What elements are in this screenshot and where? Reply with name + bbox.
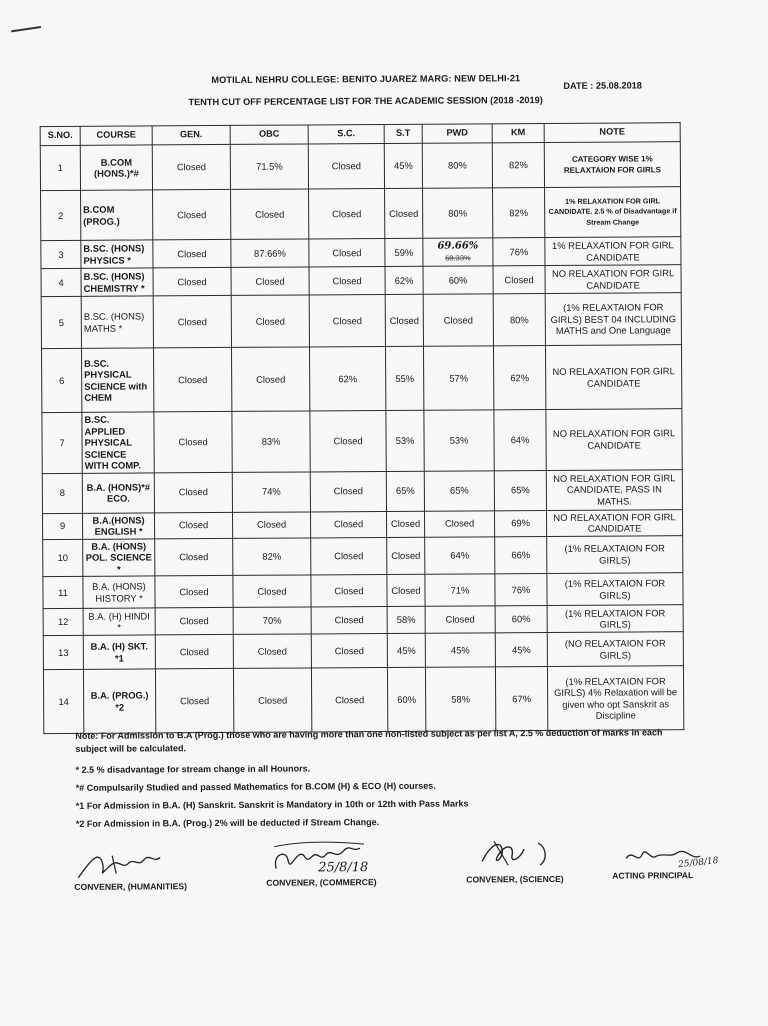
cell-obc: 74%	[232, 471, 310, 511]
cell-km: 76%	[495, 574, 547, 606]
college-heading: MOTILAL NEHRU COLLEGE: BENITO JUAREZ MARG: NEW DELHI-21	[211, 73, 521, 86]
cell-sc: Closed	[309, 238, 385, 266]
cell-sc: Closed	[311, 574, 387, 606]
table-row	[40, 142, 680, 191]
cell-gen: Closed	[153, 347, 231, 411]
table-row	[41, 237, 681, 269]
cell-obc: 82%	[233, 537, 311, 575]
cell-gen: Closed	[155, 575, 233, 607]
cell-obc: Closed	[233, 575, 311, 607]
cell-sc: Closed	[311, 537, 387, 575]
cell-st: 45%	[384, 143, 422, 188]
cell-gen: Closed	[153, 295, 231, 347]
cell-gen: Closed	[152, 144, 230, 189]
cell-st: Closed	[386, 511, 424, 537]
cell-km: 45%	[495, 633, 547, 667]
cell-course: B.SC. (HONS) MATHS *	[81, 296, 153, 348]
cell-gen: Closed	[155, 668, 233, 732]
principal-signature-date: 25/08/18	[677, 855, 720, 871]
cell-sno: 4	[41, 268, 81, 296]
cell-gen: Closed	[155, 634, 233, 668]
cell-obc: 70%	[233, 607, 311, 634]
col-course: COURSE	[80, 126, 152, 145]
cell-sno: 13	[43, 635, 83, 669]
humanities-signature-label: CONVENER, (HUMANITIES)	[74, 881, 188, 892]
table-row	[41, 293, 681, 349]
cell-note: NO RELAXATION FOR GIRL CANDIDATE	[546, 409, 682, 470]
cell-note: (NO RELAXTAION FOR GIRLS)	[547, 632, 683, 667]
cell-km: 62%	[493, 346, 545, 410]
cell-sno: 10	[43, 539, 83, 577]
cell-gen: Closed	[154, 411, 232, 472]
principal-signature-label: ACTING PRINCIPAL	[612, 870, 694, 881]
cell-gen: Closed	[155, 607, 233, 634]
cell-course: B.A. (HONS) HISTORY *	[83, 576, 155, 608]
cell-sc: Closed	[310, 471, 386, 511]
cell-st: 55%	[385, 346, 423, 410]
cell-pwd: Closed	[425, 606, 495, 633]
cell-obc: Closed	[231, 189, 309, 239]
commerce-signature-date: 25/8/18	[318, 860, 369, 876]
table-row	[42, 469, 682, 513]
col-note: NOTE	[544, 123, 680, 143]
cell-course: B.COM (PROG.)	[81, 190, 153, 240]
cell-sno: 1	[40, 145, 80, 190]
cell-st: 62%	[385, 266, 423, 294]
notes-section	[75, 726, 696, 833]
cell-sno: 8	[42, 473, 82, 513]
cell-sc: Closed	[310, 410, 386, 471]
cell-km: 82%	[492, 143, 544, 188]
cell-course: B.A. (PROG.) *2	[83, 669, 155, 733]
cell-course: B.SC. (HONS) CHEMISTRY *	[81, 268, 153, 296]
cell-st: Closed	[385, 188, 423, 238]
cell-km: Closed	[493, 266, 545, 294]
cell-st: Closed	[387, 537, 425, 575]
pwd-revised-value: 69.66%	[437, 240, 479, 252]
cell-pwd: Closed	[423, 294, 493, 346]
cell-pwd: 71%	[425, 574, 495, 606]
note-line: *2 For Admission in B.A. (Prog.) 2% will be deducted if Stream Change.	[75, 817, 380, 829]
cell-course: B.A. (H) SKT. *1	[83, 635, 155, 669]
table-row	[42, 409, 682, 473]
cell-st: 60%	[387, 667, 425, 731]
cell-pwd: 64%	[425, 536, 495, 574]
cell-pwd: Closed	[424, 510, 494, 536]
cell-pwd: 57%	[423, 346, 493, 410]
cell-km: 66%	[495, 536, 547, 574]
cell-obc: Closed	[233, 668, 311, 732]
cell-km: 76%	[493, 238, 545, 266]
cell-gen: Closed	[154, 472, 232, 512]
cell-km: 60%	[495, 606, 547, 633]
cell-note: 1% RELAXATION FOR GIRL CANDIDATE. 2.5 % of Disadvantage if Stream Change	[545, 187, 681, 238]
scan-mark	[11, 26, 41, 32]
cell-km: 82%	[493, 188, 545, 238]
cell-course: B.A. (HONS) POL. SCIENCE *	[83, 538, 155, 576]
cell-km: 80%	[493, 294, 545, 346]
cell-course: B.COM (HONS.)*#	[80, 145, 152, 190]
col-km: KM	[492, 124, 544, 143]
cell-course: B.A. (HONS)*# ECO.	[82, 472, 154, 512]
cell-course: B.SC. PHYSICAL SCIENCE with CHEM	[81, 348, 153, 412]
cell-sc: Closed	[311, 667, 387, 731]
cell-obc: 87.66%	[231, 239, 309, 267]
cell-km: 65%	[494, 470, 546, 510]
cell-sno: 11	[43, 576, 83, 608]
cell-st: Closed	[385, 294, 423, 346]
table-row	[43, 535, 683, 576]
cell-sc: Closed	[309, 188, 385, 238]
cell-sc: Closed	[310, 511, 386, 537]
table-row	[41, 265, 681, 297]
cell-sno: 14	[43, 669, 83, 733]
cell-sno: 5	[41, 296, 81, 348]
table-row	[43, 605, 683, 636]
col-st: S.T	[384, 124, 422, 143]
cell-obc: Closed	[231, 267, 309, 295]
cell-note: NO RELAXATION FOR GIRL CANDIDATE	[545, 345, 681, 410]
cell-note: (1% RELAXTAION FOR GIRLS)	[547, 573, 683, 606]
cell-obc: Closed	[231, 295, 309, 347]
note-line: Note: For Admission to B.A (Prog.) those who are having more than one non-listed subject as per list A, 2.5 % deduction of marks in each subject will be calculated.	[75, 727, 663, 754]
cell-st: 53%	[386, 410, 424, 471]
cell-pwd: 80%	[422, 143, 492, 188]
cell-sc: Closed	[311, 606, 387, 633]
cell-course: B.SC. (HONS) PHYSICS *	[81, 240, 153, 268]
cell-note: NO RELAXATION FOR GIRL CANDIDATE	[546, 509, 682, 536]
cell-pwd: 80%	[423, 188, 493, 238]
cell-sc: 62%	[309, 346, 385, 410]
cell-course: B.A. (H) HINDI *	[83, 608, 155, 635]
cell-note: (1% RELAXTAION FOR GIRLS) BEST 04 INCLUDING MATHS and One Language	[545, 293, 681, 346]
signature-science	[472, 825, 562, 876]
cell-pwd: 45%	[425, 633, 495, 667]
cell-course: B.SC. APPLIED PHYSICAL SCIENCE WITH COMP.	[82, 412, 154, 473]
table-row	[41, 187, 681, 241]
cell-note: NO RELAXATION FOR GIRL CANDIDATE	[545, 265, 681, 294]
col-gen: GEN.	[152, 125, 230, 144]
cell-note: 1% RELAXATION FOR GIRL CANDIDATE	[545, 237, 681, 266]
cell-obc: 83%	[232, 411, 310, 472]
cutoff-table	[40, 122, 685, 734]
cell-pwd	[423, 238, 493, 266]
cell-km: 64%	[494, 410, 546, 471]
col-sno: S.NO.	[40, 126, 80, 145]
cell-st: 59%	[385, 238, 423, 266]
note-line: *1 For Admission in B.A. (H) Sanskrit. Sanskrit is Mandatory in 10th or 12th with Pass Marks	[75, 798, 469, 811]
cell-obc: Closed	[231, 347, 309, 411]
cell-note: (1% RELAXTAION FOR GIRLS) 4% Relaxation will be given who opt Sanskrit as Discipline	[547, 666, 683, 731]
col-obc: OBC	[230, 125, 308, 144]
cell-gen: Closed	[153, 267, 231, 295]
col-sc: S.C.	[308, 124, 384, 143]
cell-pwd: 53%	[424, 410, 494, 471]
cell-sno: 12	[43, 608, 83, 635]
table-row	[41, 345, 681, 413]
note-line: *# Compulsarily Studied and passed Mathematics for B.COM (H) & ECO (H) courses.	[75, 780, 436, 793]
document-date: DATE : 25.08.2018	[563, 80, 642, 91]
cell-gen: Closed	[153, 239, 231, 267]
list-title: TENTH CUT OFF PERCENTAGE LIST FOR THE ACADEMIC SESSION (2018 -2019)	[188, 95, 543, 108]
cell-km: 69%	[494, 510, 546, 536]
cell-note: CATEGORY WISE 1% RELAXTAION FOR GIRLS	[544, 142, 680, 188]
cell-gen: Closed	[153, 189, 231, 239]
cell-course: B.A.(HONS) ENGLISH *	[82, 512, 154, 538]
cell-obc: Closed	[232, 511, 310, 537]
cell-sno: 3	[41, 240, 81, 268]
note-line: * 2.5 % disadvantage for stream change in all Hounors.	[75, 763, 311, 775]
cell-sno: 2	[41, 190, 81, 240]
cell-st: 65%	[386, 471, 424, 511]
table-row	[43, 509, 683, 539]
cell-pwd: 58%	[425, 667, 495, 731]
cell-gen: Closed	[155, 538, 233, 576]
cell-st: 45%	[387, 633, 425, 667]
table-row	[43, 573, 683, 609]
cell-pwd: 65%	[424, 470, 494, 510]
signature-humanities	[68, 843, 178, 884]
cell-st: Closed	[387, 574, 425, 606]
cell-obc: 71.5%	[230, 144, 308, 189]
cell-gen: Closed	[154, 512, 232, 538]
cell-obc: Closed	[233, 634, 311, 668]
cell-km: 67%	[495, 667, 547, 731]
cell-sc: Closed	[308, 143, 384, 188]
col-pwd: PWD	[422, 124, 492, 143]
cell-st: 58%	[387, 606, 425, 633]
cell-sc: Closed	[311, 633, 387, 667]
cell-sc: Closed	[309, 294, 385, 346]
science-signature-label: CONVENER, (SCIENCE)	[466, 873, 564, 885]
cell-note: (1% RELAXTAION FOR GIRLS)	[547, 535, 683, 573]
cell-pwd: 60%	[423, 266, 493, 294]
cell-sno: 7	[42, 412, 82, 473]
commerce-signature-label: CONVENER, (COMMERCE)	[266, 877, 377, 888]
cell-note: (1% RELAXTAION FOR GIRLS)	[547, 605, 683, 633]
cell-sno: 9	[43, 513, 83, 539]
table-row	[43, 666, 683, 734]
cell-sno: 6	[41, 348, 81, 412]
pwd-struck-value: 68.33%	[445, 252, 471, 263]
cell-note: NO RELAXATION FOR GIRL CANDIDATE, PASS IN MATHS.	[546, 469, 682, 510]
table-row	[43, 632, 683, 670]
cell-sc: Closed	[309, 266, 385, 294]
